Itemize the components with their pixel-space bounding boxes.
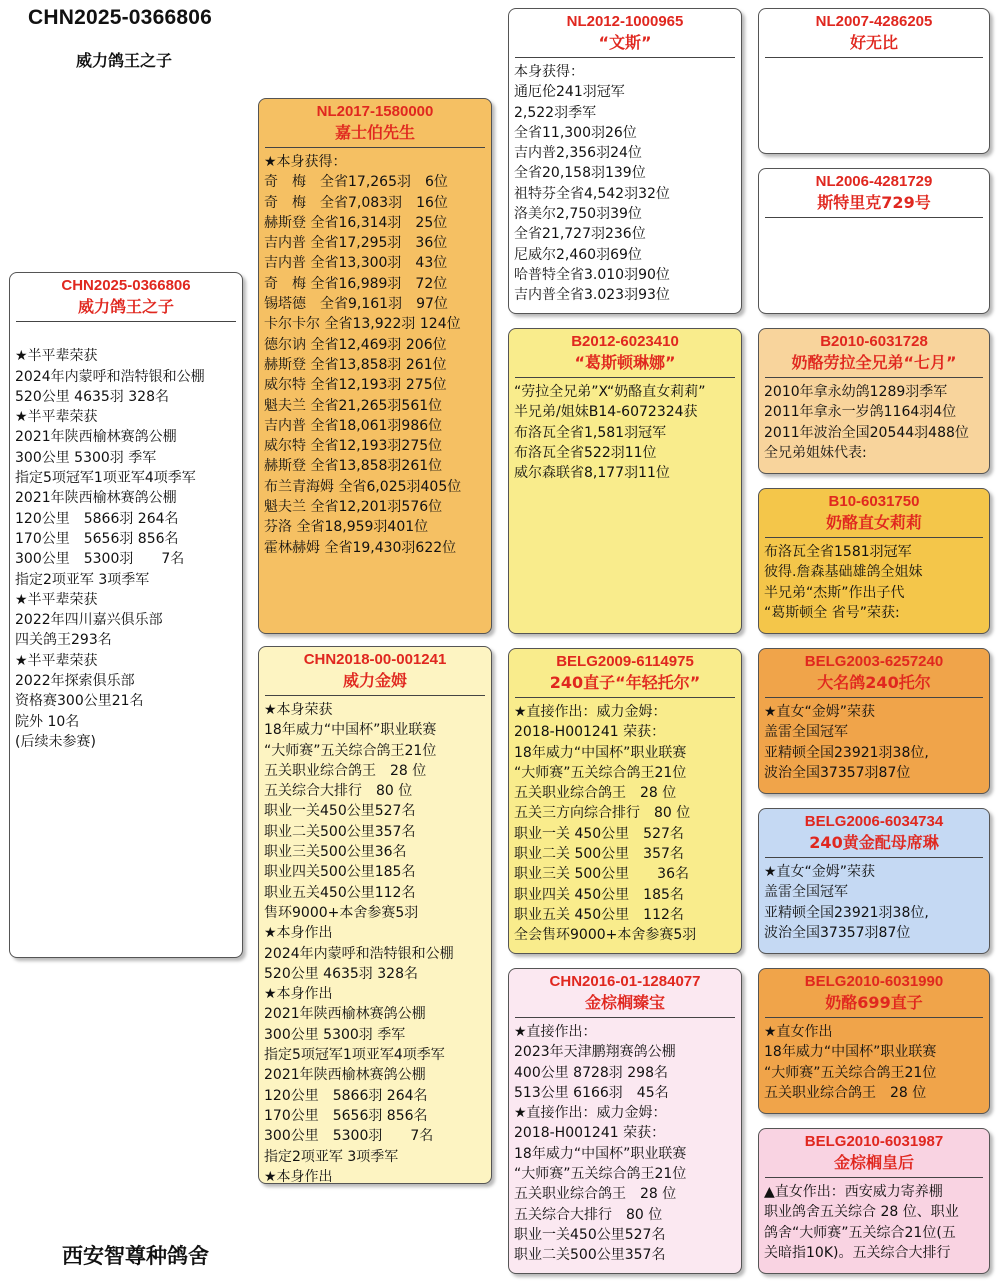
record-line: 波治全国37357羽87位 — [764, 924, 911, 941]
ring-number: NL2007-4286205 — [815, 13, 933, 30]
record-line: 2024年内蒙呼和浩特银和公棚 — [264, 945, 454, 962]
record-line: 400公里 8728羽 298名 — [514, 1064, 668, 1081]
card-sire-sire — [508, 8, 742, 314]
record-line: 五关职业综合鸽王 28 位 — [764, 1084, 927, 1101]
record-line: 吉内普 全省18,061羽986位 — [264, 417, 443, 434]
card-dam-sire — [508, 648, 742, 954]
record-list — [759, 858, 989, 943]
pigeon-name: 斯特里克729号 — [817, 193, 931, 212]
record-line: ★直女“金姆”荣获 — [764, 864, 876, 880]
pigeon-name: 奶酪699直子 — [825, 993, 923, 1012]
card-dam-sire-sire — [758, 648, 990, 794]
record-line: ★半平辈荣获 — [15, 591, 98, 608]
record-line: ★本身获得： — [264, 154, 347, 170]
pigeon-name: 240黄金配母席琳 — [809, 833, 939, 852]
record-line: 520公里 4635羽 328名 — [15, 388, 169, 405]
record-line: 全省11,300羽26位 — [514, 124, 637, 141]
record-line: 300公里 5300羽 7名 — [15, 551, 185, 568]
ring-number: NL2012-1000965 — [566, 13, 684, 30]
record-line: 18年威力“中国杯”职业联赛 — [514, 1145, 687, 1162]
record-line: 五关综合大排行 80 位 — [514, 1206, 663, 1223]
record-line: ★直女作出 — [764, 1024, 833, 1040]
record-line: 五关三方向综合排行 80 位 — [514, 805, 691, 822]
record-line: 2011年波治全国20544羽488位 — [764, 424, 969, 441]
card-sire-dam-sire — [758, 328, 990, 474]
record-line: 布兰青海姆 全省6,025羽405位 — [264, 478, 462, 495]
record-line: 鸽舍“大师赛”五关综合21位(五 — [764, 1224, 956, 1241]
record-line: 513公里 6166羽 45名 — [514, 1084, 669, 1101]
record-line: ★直接作出：威力金姆： — [514, 1105, 667, 1122]
pigeon-name: “文斯” — [598, 33, 652, 52]
record-line: 职业二关500公里357名 — [264, 823, 416, 840]
record-line: 祖特芬全省4,542羽32位 — [514, 185, 670, 202]
record-line: 资格赛300公里21名 — [15, 693, 144, 710]
record-line: ★本身作出 — [264, 925, 333, 942]
record-line: 奇 梅 全省16,989羽 72位 — [264, 275, 448, 292]
record-line: 全会售环9000+本舍参赛5羽 — [514, 927, 697, 944]
record-line: 2021年陕西榆林赛鸽公棚 — [15, 490, 177, 507]
record-line: 全兄弟姐妹代表: — [764, 444, 867, 461]
ring-number: BELG2010-6031990 — [804, 973, 944, 990]
record-line: 院外 10名 — [15, 713, 80, 730]
card-dam-sire-dam — [758, 808, 990, 954]
record-line: 威尔森联省8,177羽11位 — [514, 465, 670, 482]
card-sire-sire-sire — [758, 8, 990, 154]
record-line: 2023年天津鹏翔赛鸽公棚 — [514, 1044, 676, 1061]
record-line: 洛美尔2,750羽39位 — [514, 206, 642, 223]
pigeon-name: 奶酪直女莉莉 — [825, 513, 922, 532]
record-list — [509, 1018, 741, 1266]
card-sire-dam — [508, 328, 742, 634]
ring-number: BELG2009-6114975 — [556, 653, 694, 670]
record-list — [259, 696, 491, 1184]
record-line: ★半平辈荣获 — [15, 652, 98, 669]
record-line: 2018-H001241 荣获： — [514, 724, 666, 741]
record-line: 奇 梅 全省17,265羽 6位 — [264, 174, 448, 191]
record-line: ★本身作出 — [264, 1168, 333, 1184]
record-line: 哈普特全省3.010羽90位 — [514, 266, 670, 283]
record-line: 职业一关450公里527名 — [514, 1226, 666, 1243]
ring-number: CHN2016-01-1284077 — [549, 973, 701, 990]
record-line: 盖雷全国冠军 — [764, 884, 848, 901]
ring-number: CHN2018-00-001241 — [303, 651, 447, 668]
ring-number: B2012-6023410 — [571, 333, 679, 350]
record-line: 指定2项亚军 3项季军 — [264, 1148, 399, 1165]
pigeon-name: 大名鸽240托尔 — [817, 673, 931, 692]
record-line: 120公里 5866羽 264名 — [264, 1087, 428, 1104]
pigeon-name: 240直子“年轻托尔” — [549, 673, 701, 692]
record-line: 五关职业综合鸽王 28 位 — [514, 785, 677, 802]
record-line: 520公里 4635羽 328名 — [264, 965, 418, 982]
record-line: 布洛瓦全省1,581羽冠军 — [514, 424, 667, 441]
record-line: 亚精顿全国23921羽38位, — [764, 904, 929, 921]
record-line: 吉内普2,356羽24位 — [514, 145, 642, 162]
ring-number: CHN2025-0366806 — [61, 277, 191, 294]
record-line: 锡塔德 全省9,161羽 97位 — [264, 296, 448, 313]
record-line: 奇 梅 全省7,083羽 16位 — [264, 194, 448, 211]
record-list — [759, 218, 989, 222]
ring-number: B2010-6031728 — [820, 333, 928, 350]
record-line: 全省20,158羽139位 — [514, 165, 646, 182]
ring-number: BELG2003-6257240 — [804, 653, 944, 670]
record-line: ★直女“金姆”荣获 — [764, 704, 876, 720]
record-line: 通厄伦241羽冠军 — [514, 84, 625, 101]
card-sire — [258, 98, 492, 634]
record-line: 吉内普全省3.023羽93位 — [514, 287, 670, 304]
record-line: ★本身荣获 — [264, 702, 333, 718]
record-line: 职业二关 500公里 357名 — [514, 846, 684, 863]
record-list — [259, 148, 491, 558]
ring-number: NL2017-1580000 — [316, 103, 434, 120]
record-list — [10, 322, 242, 752]
card-dam-dam-sire — [758, 968, 990, 1114]
record-line: ★本身作出 — [264, 986, 333, 1003]
record-line: 300公里 5300羽 季军 — [15, 449, 157, 466]
record-line: 2022年探索俱乐部 — [15, 673, 135, 690]
record-list — [509, 378, 741, 483]
record-line: 全省21,727羽236位 — [514, 226, 646, 243]
record-line: 赫斯登 全省16,314羽 25位 — [264, 214, 448, 231]
card-sire-sire-dam — [758, 168, 990, 314]
record-line: 2,522羽季军 — [514, 104, 597, 121]
record-line: 职业鸽舍五关综合 28 位、职业 — [764, 1204, 959, 1221]
record-line: ★直接作出：威力金姆： — [514, 704, 667, 720]
pigeon-name: 金棕榈皇后 — [833, 1153, 914, 1172]
record-line: 盖雷全国冠军 — [764, 724, 848, 741]
record-line: 卡尔卡尔 全省13,922羽 124位 — [264, 316, 461, 333]
record-line: ★半平辈荣获 — [15, 348, 98, 365]
record-line: 赫斯登 全省13,858羽261位 — [264, 458, 443, 475]
record-line: 职业四关 450公里 185名 — [514, 886, 684, 903]
record-line: 魁夫兰 全省21,265羽561位 — [264, 397, 443, 414]
record-line: 四关鸽王293名 — [15, 632, 112, 649]
card-dam-dam — [508, 968, 742, 1274]
pigeon-name: 威力金姆 — [342, 671, 407, 690]
card-subject — [9, 272, 243, 958]
record-list — [759, 1018, 989, 1103]
record-line: 170公里 5656羽 856名 — [15, 530, 179, 547]
record-line: 威尔特 全省12,193羽275位 — [264, 438, 443, 455]
pigeon-name: 金棕榈臻宝 — [584, 993, 665, 1012]
pigeon-name: 好无比 — [849, 33, 898, 52]
record-line: “劳拉全兄弟”X“奶酪直女莉莉” — [514, 384, 706, 400]
record-line: 魁夫兰 全省12,201羽576位 — [264, 499, 443, 516]
record-line: 亚精顿全国23921羽38位, — [764, 744, 929, 761]
record-line: 职业三关 500公里 36名 — [514, 866, 689, 883]
record-line: 2021年陕西榆林赛鸽公棚 — [15, 429, 177, 446]
record-line: 德尔讷 全省12,469羽 206位 — [264, 336, 447, 353]
pigeon-name: “葛斯顿琳娜” — [574, 353, 676, 372]
record-line: “葛斯顿全 省号”荣获: — [764, 604, 900, 621]
pigeon-name: 奶酪劳拉全兄弟“七月” — [791, 353, 957, 372]
record-list — [759, 698, 989, 783]
record-line: 霍林赫姆 全省19,430羽622位 — [264, 539, 457, 556]
record-line: 120公里 5866羽 264名 — [15, 510, 179, 527]
record-line: 关暗指10K)。五关综合大排行 — [764, 1244, 951, 1261]
loft-name: 西安智尊种鸽舍 — [62, 1244, 209, 1268]
record-line: 300公里 5300羽 季军 — [264, 1026, 406, 1043]
record-line: 2018-H001241 荣获： — [514, 1125, 666, 1142]
card-dam — [258, 646, 492, 1184]
record-line: ★半平辈荣获 — [15, 409, 98, 426]
pigeon-name: 嘉士伯先生 — [334, 123, 415, 142]
record-line: 职业二关500公里357名 — [514, 1247, 666, 1264]
record-line: 售环9000+本舍参赛5羽 — [264, 904, 419, 921]
record-line: 波治全国37357羽87位 — [764, 764, 911, 781]
record-line: 2024年内蒙呼和浩特银和公棚 — [15, 368, 205, 385]
record-line — [15, 326, 237, 346]
record-line: 赫斯登 全省13,858羽 261位 — [264, 356, 447, 373]
ring-number: BELG2006-6034734 — [804, 813, 944, 830]
record-list — [759, 1178, 989, 1263]
record-line: 2021年陕西榆林赛鸽公棚 — [264, 1067, 426, 1084]
record-line: “大师赛”五关综合鸽王21位 — [764, 1064, 937, 1081]
ring-number: NL2006-4281729 — [815, 173, 933, 190]
record-line: “大师赛”五关综合鸽王21位 — [514, 764, 687, 781]
record-line: 五关综合大排行 80 位 — [264, 783, 413, 800]
record-line: 职业一关 450公里 527名 — [514, 825, 684, 842]
record-line: 2010年拿永幼鸽1289羽季军 — [764, 384, 948, 400]
pigeon-name: 威力鸽王之子 — [77, 297, 174, 316]
record-list — [509, 58, 741, 306]
record-line: 吉内普 全省17,295羽 36位 — [264, 235, 448, 252]
record-line: “大师赛”五关综合鸽王21位 — [264, 742, 437, 759]
ring-number: B10-6031750 — [828, 493, 920, 510]
record-line: 职业五关450公里112名 — [264, 884, 416, 901]
record-line: 18年威力“中国杯”职业联赛 — [514, 744, 687, 761]
record-line: 半兄弟“杰斯”作出子代 — [764, 584, 905, 601]
record-line: 彼得.詹森基础雄鸽全姐妹 — [764, 564, 923, 581]
record-line: (后续未参赛) — [15, 733, 96, 750]
record-list — [759, 378, 989, 463]
header-ring-id: CHN2025-0366806 — [28, 6, 212, 29]
record-list — [759, 538, 989, 623]
record-line: 指定5项冠军1项亚军4项季军 — [15, 470, 196, 487]
record-line: 职业三关500公里36名 — [264, 844, 407, 861]
record-line: 2022年四川嘉兴俱乐部 — [15, 612, 163, 629]
record-line: 半兄弟/姐妹B14-6072324获 — [514, 404, 698, 421]
card-dam-dam-dam — [758, 1128, 990, 1274]
record-line: 职业四关500公里185名 — [264, 864, 416, 881]
record-line: 职业一关450公里527名 — [264, 803, 416, 820]
header-pigeon-name: 威力鸽王之子 — [76, 51, 173, 70]
record-line: 布洛瓦全省1581羽冠军 — [764, 544, 912, 560]
ring-number: BELG2010-6031987 — [804, 1133, 944, 1150]
record-line: ▲直女作出：西安威力寄养棚 — [764, 1184, 943, 1200]
record-line: “大师赛”五关综合鸽王21位 — [514, 1166, 687, 1183]
record-line: 五关职业综合鸽王 28 位 — [514, 1186, 677, 1203]
record-line: 威尔特 全省12,193羽 275位 — [264, 377, 447, 394]
record-list — [509, 698, 741, 946]
record-line: 170公里 5656羽 856名 — [264, 1107, 428, 1124]
card-sire-dam-dam — [758, 488, 990, 634]
record-line: 2021年陕西榆林赛鸽公棚 — [264, 1006, 426, 1023]
record-line: 本身获得： — [514, 64, 584, 80]
record-line: 五关职业综合鸽王 28 位 — [264, 762, 427, 779]
record-line: 尼威尔2,460羽69位 — [514, 246, 642, 263]
record-line: 300公里 5300羽 7名 — [264, 1128, 434, 1145]
record-line: 2011年拿永一岁鸽1164羽4位 — [764, 404, 957, 421]
record-line: 吉内普 全省13,300羽 43位 — [264, 255, 448, 272]
record-line: 指定2项亚军 3项季军 — [15, 571, 150, 588]
record-line: 18年威力“中国杯”职业联赛 — [264, 722, 437, 739]
record-line: 布洛瓦全省522羽11位 — [514, 444, 657, 461]
record-line: ★直接作出： — [514, 1024, 597, 1040]
record-list — [759, 58, 989, 62]
record-line: 芬洛 全省18,959羽401位 — [264, 519, 429, 536]
record-line: 18年威力“中国杯”职业联赛 — [764, 1044, 937, 1061]
record-line: 职业五关 450公里 112名 — [514, 906, 684, 923]
record-line: 指定5项冠军1项亚军4项季军 — [264, 1047, 445, 1064]
